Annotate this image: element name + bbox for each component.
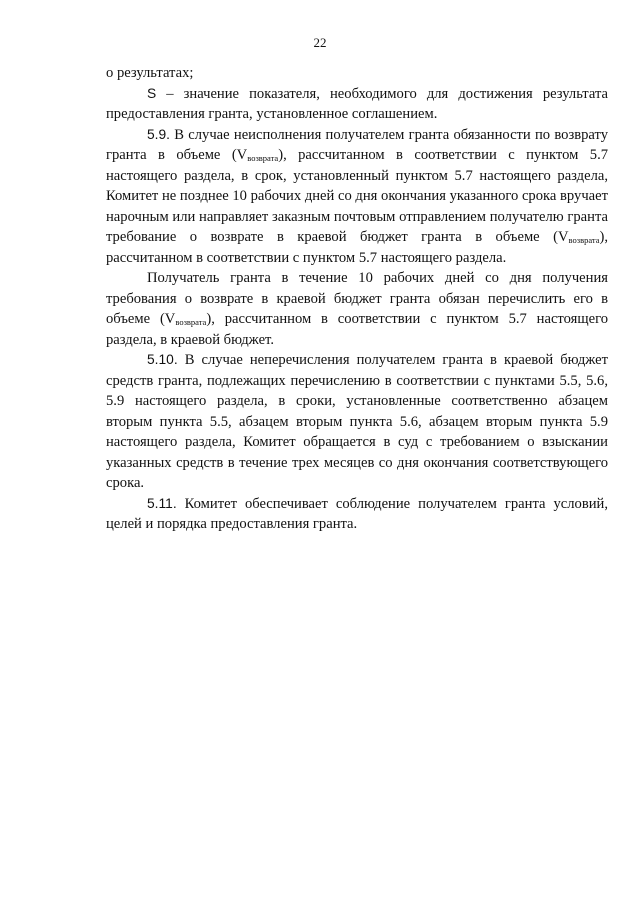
text-5-9-part3: ), рассчитанном в соответствии с пунктом 5.7 настоящего раздела.: [106, 229, 608, 266]
text-5-10: В случае неперечисления получателем гранта в краевой бюджет средств гранта, подлежащих перечислению в соответствии с пунктами 5.5, 5.6, 5.9 настоящего раздела, в сроки, установленные соответственно абзацем вторым пункта 5.5, абзацем вторым пункта 5.6, абзацем вторым пункта 5.9 настоящего раздела, Комитет обращается в суд с требованием о взыскании указанных средств в течение трех месяцев со дня окончания соответствующего срока.: [106, 352, 608, 491]
clause-number-5-10: 5.10.: [147, 352, 178, 367]
text-5-11: Комитет обеспечивает соблюдение получателем гранта условий, целей и порядка предоставления гранта.: [106, 495, 608, 532]
text-s-definition: – значение показателя, необходимого для достижения результата предоставления гранта, установленное соглашением.: [106, 85, 608, 122]
paragraph-s-definition: [106, 84, 608, 125]
subscript-vozvrata-3: возврата: [175, 317, 207, 327]
paragraph-5-11: [106, 494, 608, 535]
text-5-9-part1: В случае неисполнения получателем гранта обязанности по возврату гранта в объеме (V: [106, 126, 608, 163]
text-5-9-part2: ), рассчитанном в соответствии с пунктом 5.7 настоящего раздела, в срок, установленный пунктом 5.7 настоящего раздела, Комитет не позднее 10 рабочих дней со дня окончания указанного срока вручает нарочным или направляет заказным почтовым отправлением получателю гранта требование о возврате в краевой бюджет гранта в объеме (V: [106, 147, 609, 245]
text-results-continuation: о результатах;: [106, 65, 194, 81]
clause-number-5-9: 5.9.: [147, 126, 171, 142]
clause-number-5-11: 5.11.: [147, 495, 177, 511]
subscript-vozvrata-2: возврата: [568, 235, 600, 245]
page-number: 22: [313, 35, 327, 50]
text-recipient-part1: Получатель гранта в течение 10 рабочих дней со дня получения требования о возврате в краевой бюджет гранта обязан перечислить его в объеме (V: [106, 270, 608, 327]
text-recipient-part2: ), рассчитанном в соответствии с пунктом 5.7 настоящего раздела, в краевой бюджет.: [106, 311, 608, 348]
document-body: [106, 63, 608, 535]
paragraph-recipient-transfer: [106, 268, 608, 350]
paragraph-5-10: [106, 350, 608, 494]
paragraph-5-9: [106, 125, 608, 269]
paragraph-results-continuation: [106, 63, 608, 84]
subscript-vozvrata-1: возврата: [247, 153, 279, 163]
symbol-s: S: [147, 85, 157, 101]
